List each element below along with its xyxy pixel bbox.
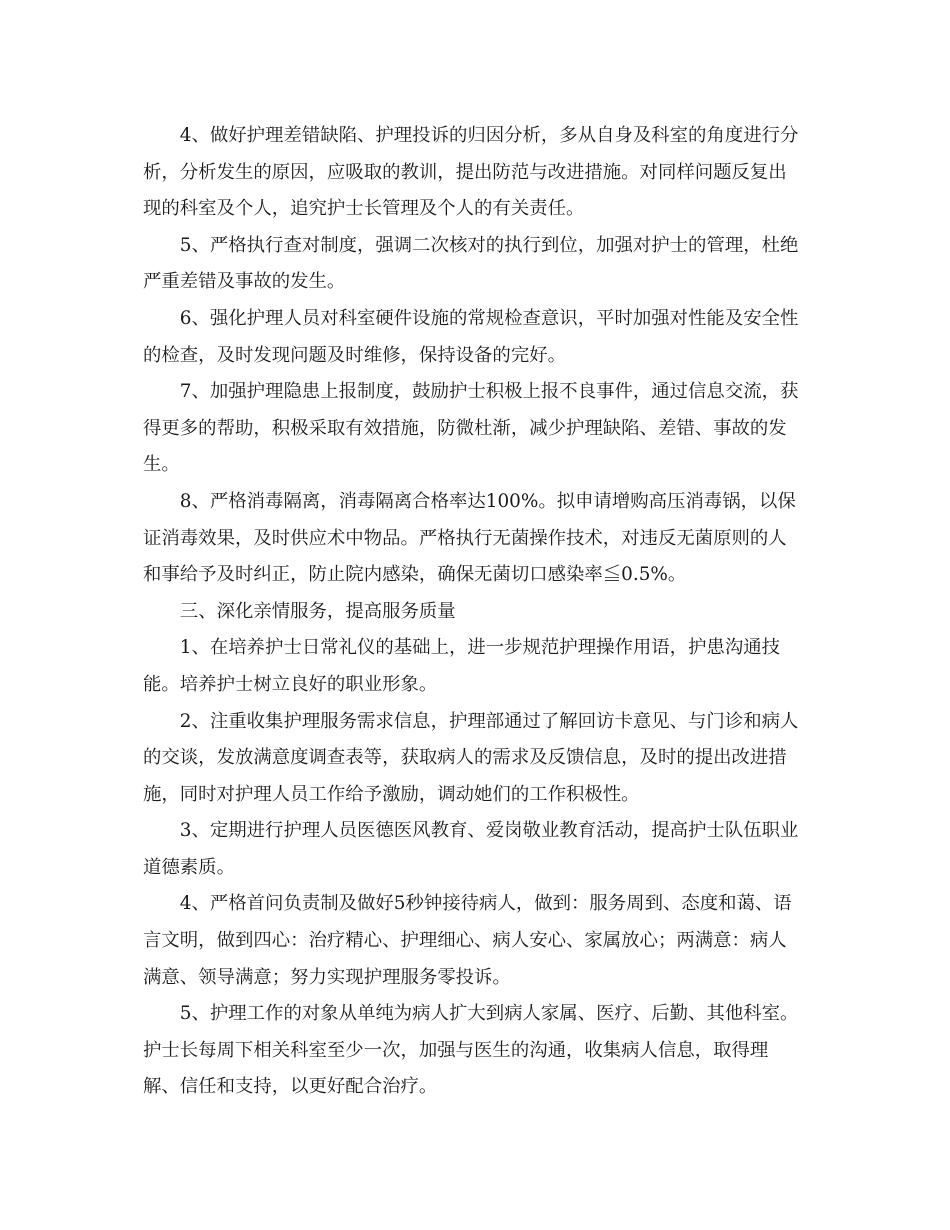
paragraph-item-5-verification xyxy=(143,228,807,301)
paragraph-service-5-scope xyxy=(143,996,807,1106)
text-line: 言文明，做到四心：治疗精心、护理细心、病人安心、家属放心；两满意：病人 xyxy=(143,930,787,952)
paragraph-service-3-ethics xyxy=(143,813,807,886)
paragraph-service-1-etiquette xyxy=(143,630,807,703)
text-line: 道德素质。 xyxy=(143,856,235,878)
section-heading-3 xyxy=(143,594,807,631)
text-line: 生。 xyxy=(143,454,180,476)
text-line: 1、在培养护士日常礼仪的基础上，进一步规范护理操作用语，护患沟通技 xyxy=(179,637,780,659)
section-heading-text: 三、深化亲情服务，提高服务质量 xyxy=(179,600,456,622)
paragraph-item-8-disinfection xyxy=(143,484,807,594)
text-line: 能。培养护士树立良好的职业形象。 xyxy=(143,673,438,695)
text-line: 5、护理工作的对象从单纯为病人扩大到病人家属、医疗、后勤、其他科室。 xyxy=(179,1003,799,1025)
text-line: 6、强化护理人员对科室硬件设施的常规检查意识，平时加强对性能及安全性 xyxy=(179,307,799,329)
paragraph-service-2-feedback xyxy=(143,704,807,814)
document-body xyxy=(143,118,807,1106)
text-line: 的交谈，发放满意度调查表等，获取病人的需求及反馈信息，及时的提出改进措 xyxy=(143,747,787,769)
paragraph-item-6-equipment xyxy=(143,301,807,374)
text-line: 解、信任和支持，以更好配合治疗。 xyxy=(143,1076,438,1098)
text-line: 现的科室及个人，追究护士长管理及个人的有关责任。 xyxy=(143,198,585,220)
text-line: 的检查，及时发现问题及时维修，保持设备的完好。 xyxy=(143,344,566,366)
text-line: 3、定期进行护理人员医德医风教育、爱岗敬业教育活动，提高护士队伍职业 xyxy=(179,820,799,842)
text-line: 2、注重收集护理服务需求信息，护理部通过了解回访卡意见、与门诊和病人 xyxy=(179,710,799,732)
text-line: 4、做好护理差错缺陷、护理投诉的归因分析，多从自身及科室的角度进行分 xyxy=(179,125,799,146)
text-line: 施，同时对护理人员工作给予激励，调动她们的工作积极性。 xyxy=(143,783,640,805)
text-line: 严重差错及事故的发生。 xyxy=(143,271,346,293)
text-line: 7、加强护理隐患上报制度，鼓励护士积极上报不良事件，通过信息交流，获 xyxy=(179,381,799,403)
paragraph-service-4-responsibility xyxy=(143,886,807,996)
text-line: 证消毒效果，及时供应术中物品。严格执行无菌操作技术，对违反无菌原则的人 xyxy=(143,527,787,549)
text-line: 4、严格首问负责制及做好5秒钟接待病人，做到：服务周到、态度和蔼、语 xyxy=(179,893,792,915)
text-line: 5、严格执行查对制度，强调二次核对的执行到位，加强对护士的管理，杜绝 xyxy=(179,234,799,256)
text-line: 和事给予及时纠正，防止院内感染，确保无菌切口感染率≦0.5%。 xyxy=(143,564,687,586)
text-line: 析，分析发生的原因，应吸取的教训，提出防范与改进措施。对同样问题反复出 xyxy=(143,161,787,183)
text-line: 得更多的帮助，积极采取有效措施，防微杜渐，减少护理缺陷、差错、事故的发 xyxy=(143,417,787,439)
text-line: 满意、领导满意；努力实现护理服务零投诉。 xyxy=(143,966,511,988)
text-line: 8、严格消毒隔离，消毒隔离合格率达100%。拟申请增购高压消毒锅，以保 xyxy=(179,490,796,512)
paragraph-item-7-reporting xyxy=(143,374,807,484)
paragraph-item-4-error-analysis xyxy=(143,118,807,228)
text-line: 护士长每周下相关科室至少一次，加强与医生的沟通，收集病人信息，取得理 xyxy=(143,1039,769,1061)
